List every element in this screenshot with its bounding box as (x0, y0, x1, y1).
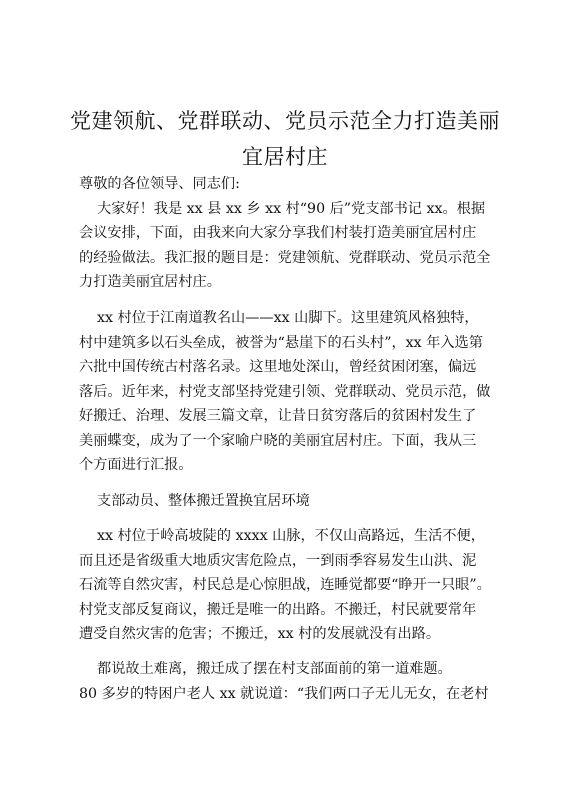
paragraph-line: 会议安排，下面，由我来向大家分享我们村装打造美丽宜居村庄 (79, 225, 477, 241)
paragraph-line: 都说故土难离，搬迁成了摆在村支部面前的第一道难题。 (79, 661, 452, 677)
paragraph-line: xx 村位于江南道教名山——xx 山脚下。这里建筑风格独特， (79, 310, 479, 326)
paragraph-line: 而且还是省级重大地质灾害危险点，一到雨季容易发生山洪、泥 (79, 553, 477, 569)
paragraph-line: 好搬迁、治理、发展三篇文章，让昔日贫穷落后的贫困村发生了 (79, 408, 477, 424)
document-title-line-2: 宜居村庄 (242, 145, 328, 169)
section-heading: 支部动员、整体搬迁置换宜居环境 (79, 493, 310, 509)
paragraph-line: 个方面进行汇报。 (79, 457, 193, 473)
paragraph-line: 落后。近年来，村党支部坚持党建引领、党群联动、党员示范，做 (79, 384, 491, 400)
paragraph-line: 力打造美丽宜居村庄。 (79, 274, 221, 290)
paragraph-line: 的经验做法。我汇报的题目是：党建领航、党群联动、党员示范全 (79, 250, 491, 266)
paragraph-line: xx 村位于岭高坡陡的 xxxx 山脉，不仅山高路远，生活不便， (79, 528, 485, 544)
paragraph-line: 村党支部反复商议，搬迁是唯一的出路。不搬迁，村民就要常年 (79, 602, 477, 618)
document-title-line-1: 党建领航、党群联动、党员示范全力打造美丽 (70, 109, 500, 133)
paragraph-line: 美丽蝶变，成为了一个家喻户晓的美丽宜居村庄。下面，我从三 (79, 433, 477, 449)
paragraph-line: 六批中国传统古村落名录。这里地处深山，曾经贫困闭塞，偏远 (79, 359, 477, 375)
salutation: 尊敬的各位领导、同志们: (79, 176, 240, 192)
paragraph-line: 村中建筑多以石头垒成，被誉为“悬崖下的石头村”，xx 年入选第 (79, 335, 483, 351)
paragraph-line: 80 多岁的特困户老人 xx 就说道：“我们两口子无儿无女，在老村 (79, 686, 489, 702)
paragraph-line: 石流等自然灾害，村民总是心惊胆战，连睡觉都要“睁开一只眼”。 (79, 577, 491, 593)
paragraph-line: 大家好！我是 xx 县 xx 乡 xx 村“90 后”党支部书记 xx。根据 (79, 201, 486, 217)
paragraph-line: 遭受自然灾害的危害；不搬迁，xx 村的发展就没有出路。 (79, 626, 441, 642)
